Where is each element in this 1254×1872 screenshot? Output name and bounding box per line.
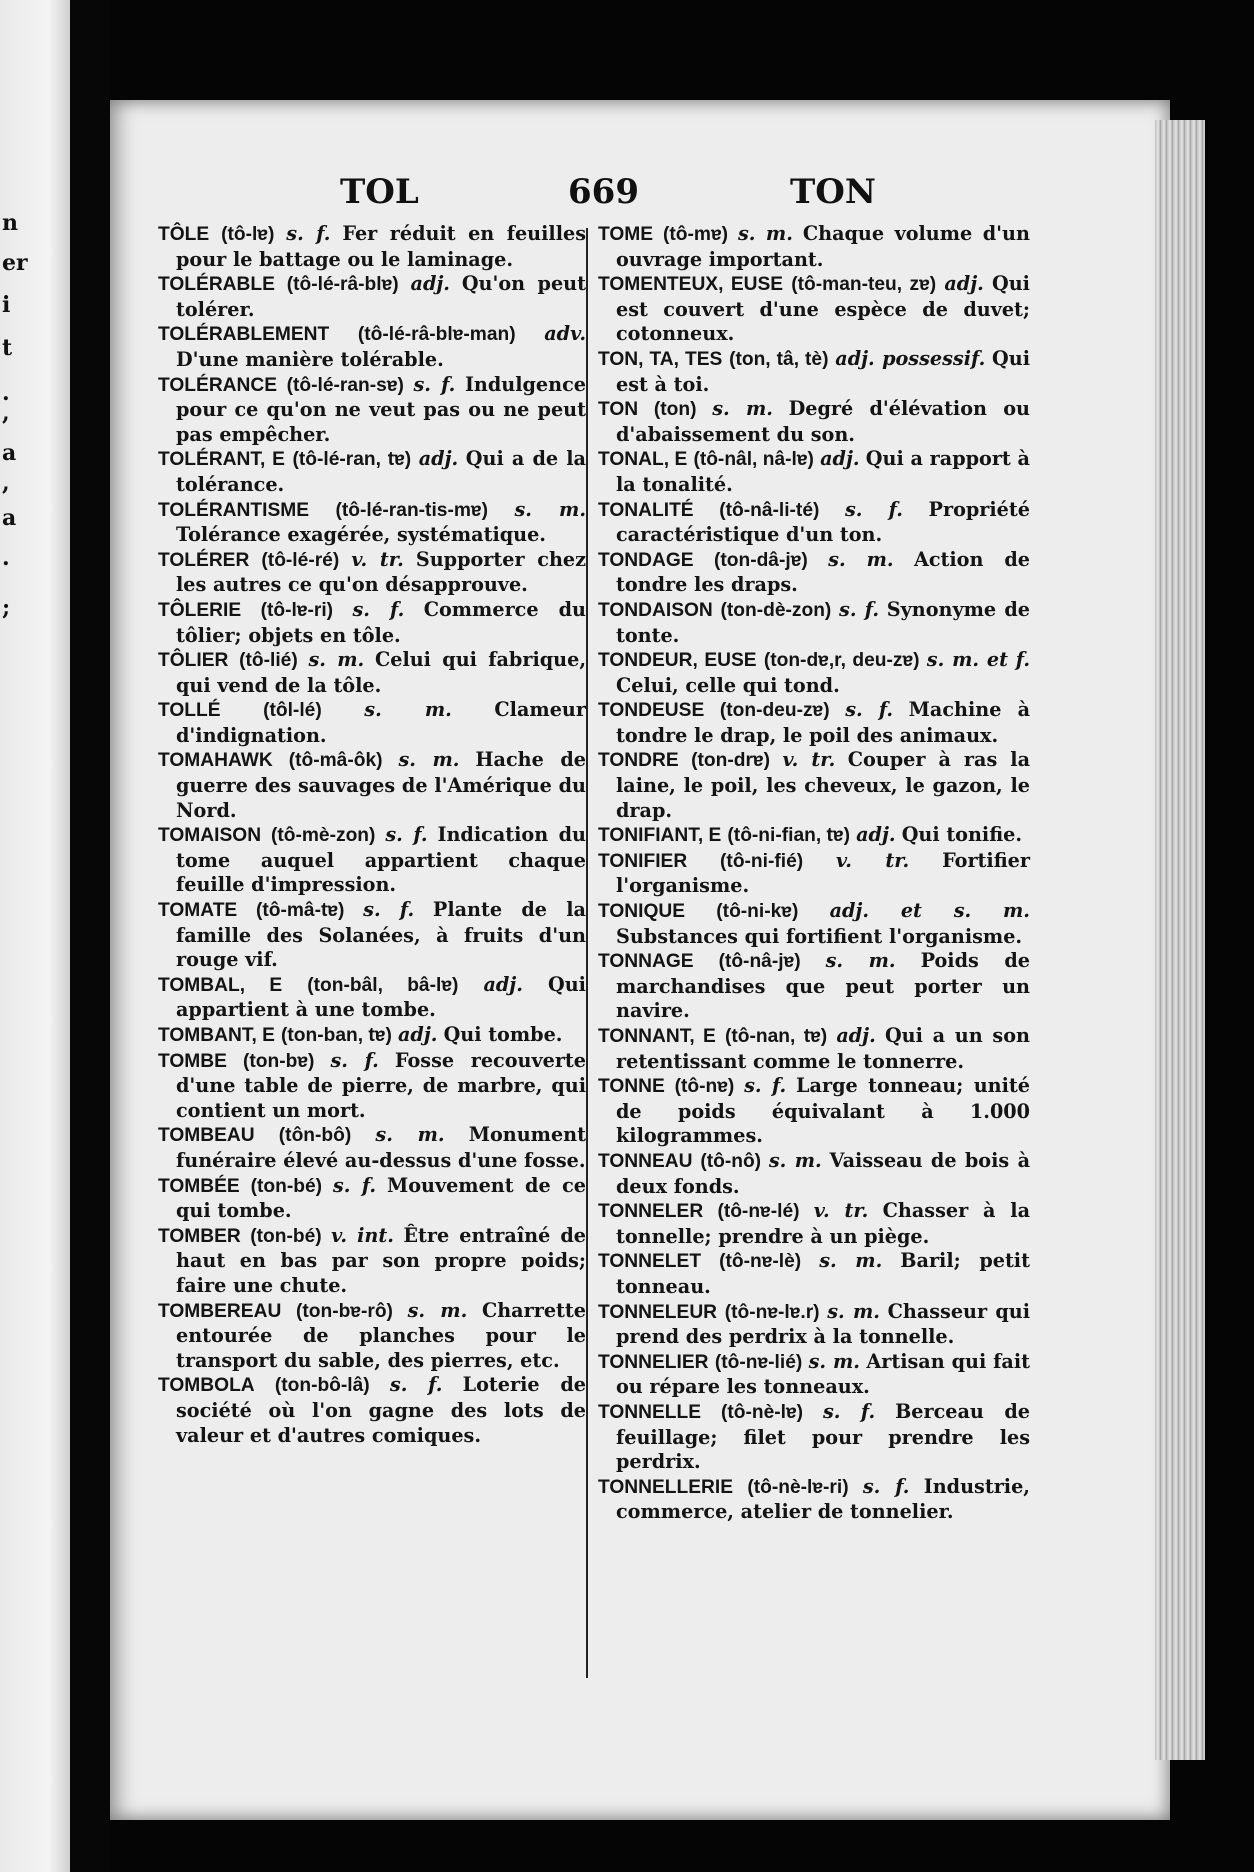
dictionary-entry xyxy=(598,748,1030,823)
entry-definition: Degré d'élévation ou d'abaissement du son. xyxy=(616,397,1030,446)
entry-headword: TONIFIER xyxy=(598,850,688,872)
entry-definition: Chaque volume d'un ouvrage important. xyxy=(616,222,1030,271)
entry-grammar-label: s. m. xyxy=(828,547,894,571)
dictionary-entry xyxy=(598,949,1030,1024)
entry-pronunciation: (tô-mè-zon) xyxy=(270,825,376,847)
dictionary-entry xyxy=(598,222,1030,272)
entry-pronunciation: (tô-lé-râ-blɐ-man) xyxy=(357,324,516,346)
entry-definition: Large tonneau; unité de poids équivalant à 1.000 kilogrammes. xyxy=(616,1074,1030,1148)
entry-pronunciation: (tô-lié) xyxy=(239,650,298,672)
entry-pronunciation: (ton-bô-lâ) xyxy=(274,1375,370,1397)
entry-definition: Machine à tondre le drap, le poil des animaux. xyxy=(616,698,1031,747)
previous-page-fragment: , xyxy=(2,470,10,496)
dictionary-entry xyxy=(158,898,586,973)
entry-definition: Plante de la famille des Solanées, à fruits d'un rouge vif. xyxy=(176,898,586,972)
entry-definition: Action de tondre les draps. xyxy=(616,547,1030,597)
previous-page-fragment: a xyxy=(2,505,17,531)
entry-grammar-label: adj. xyxy=(820,447,860,471)
entry-grammar-label: adj. xyxy=(483,972,523,996)
entry-grammar-label: s. m. xyxy=(712,397,773,421)
entry-headword: TONALITÉ xyxy=(598,499,694,521)
entry-pronunciation: (tô-nâ-li-té) xyxy=(719,499,820,521)
entry-grammar-label: v. tr. xyxy=(782,748,836,772)
entry-definition: Artisan qui fait ou répare les tonneaux. xyxy=(616,1349,1030,1399)
entry-pronunciation: (tô-mâ-ôk) xyxy=(288,750,383,772)
dictionary-entry xyxy=(598,899,1030,949)
entry-pronunciation: (tô-lɐ) xyxy=(221,224,275,245)
entry-grammar-label: s. f. xyxy=(352,597,405,621)
entry-definition: Qui a un son retentissant comme le tonnerre. xyxy=(616,1024,1030,1073)
entry-pronunciation: (tô-nè-lɐ-ri) xyxy=(747,1476,849,1498)
entry-pronunciation: (ton-bé) xyxy=(250,1175,323,1197)
entry-grammar-label: s. m. xyxy=(819,1249,883,1273)
entry-headword: TOLÉRABLE xyxy=(158,274,275,296)
entry-definition: Qui est à toi. xyxy=(616,346,1031,396)
entry-pronunciation: (tô-nɐ-lé) xyxy=(717,1201,800,1223)
previous-page-fragment: t xyxy=(2,335,13,361)
entry-headword: TOMBAL, E xyxy=(158,974,283,996)
entry-grammar-label: s. m. xyxy=(827,1299,880,1323)
entry-headword: TONNELET xyxy=(598,1251,702,1273)
entry-pronunciation: (ton-drɐ) xyxy=(691,750,770,772)
entry-definition: Indication du tome auquel appartient chaque feuille d'impression. xyxy=(176,823,587,897)
entry-headword: TOMBÉE xyxy=(158,1175,240,1197)
entry-headword: TOME xyxy=(598,224,654,245)
entry-headword: TOMBEREAU xyxy=(158,1300,282,1322)
entry-pronunciation: (ton-ban, tɐ) xyxy=(281,1025,392,1046)
entry-headword: TONNELEUR xyxy=(598,1301,718,1323)
entry-pronunciation: (tôn-bô) xyxy=(278,1125,352,1147)
previous-page-fragment: . xyxy=(2,545,10,571)
entry-pronunciation: (tô-mâ-tɐ) xyxy=(255,900,345,922)
entry-pronunciation: (tô-lé-ran, tɐ) xyxy=(292,449,412,471)
entry-definition: Qui est couvert d'une espèce de duvet; cotonneux. xyxy=(616,272,1030,346)
entry-grammar-label: v. tr. xyxy=(351,547,404,571)
dictionary-entry xyxy=(598,598,1030,648)
entry-grammar-label: s. f. xyxy=(413,372,456,396)
dictionary-entry xyxy=(598,648,1030,698)
entry-grammar-label: s. f. xyxy=(822,1399,876,1423)
entry-definition: Clameur d'indignation. xyxy=(176,698,586,747)
entry-grammar-label: s. f. xyxy=(389,1373,443,1397)
entry-grammar-label: adj. xyxy=(856,823,896,847)
entry-definition: Qui tombe. xyxy=(443,1023,563,1046)
entry-grammar-label: s. m. xyxy=(514,497,586,521)
dictionary-entry xyxy=(598,272,1030,347)
entry-pronunciation: (tô-nô) xyxy=(700,1150,762,1172)
dictionary-entry xyxy=(598,1199,1030,1249)
entry-pronunciation: (tôl-lé) xyxy=(263,700,322,722)
dictionary-entry xyxy=(598,1475,1030,1525)
entry-headword: TON xyxy=(598,399,639,421)
entry-grammar-label: s. f. xyxy=(286,222,331,245)
entry-definition: Hache de guerre des sauvages de l'Amérique du Nord. xyxy=(176,748,586,822)
entry-grammar-label: s. f. xyxy=(363,898,415,922)
entry-headword: TÔLIER xyxy=(158,650,229,672)
entry-pronunciation: (tô-nɐ-lié) xyxy=(714,1351,803,1373)
dictionary-entry xyxy=(158,1049,586,1124)
entry-grammar-label: adj. xyxy=(418,447,459,471)
left-column xyxy=(158,222,586,1448)
entry-headword: TOMBER xyxy=(158,1225,241,1247)
entry-pronunciation: (tô-ni-fian, tɐ) xyxy=(727,825,850,847)
entry-grammar-label: adj. possessif. xyxy=(835,346,986,370)
header-right-guide-word: TON xyxy=(790,172,876,212)
entry-headword: TÔLERIE xyxy=(158,599,242,621)
dictionary-entry xyxy=(598,498,1030,548)
book-page-edges xyxy=(1155,120,1205,1760)
previous-page-edge xyxy=(0,0,70,1872)
previous-page-fragment: i xyxy=(2,292,11,318)
entry-definition: Synonyme de tonte. xyxy=(616,597,1030,647)
entry-headword: TOMBEAU xyxy=(158,1125,255,1147)
dictionary-entry xyxy=(158,498,586,548)
entry-pronunciation: (tô-lé-râ-blɐ) xyxy=(286,274,399,296)
dictionary-entry xyxy=(158,1299,586,1374)
dictionary-entry xyxy=(598,1249,1030,1299)
entry-definition: Fer réduit en feuilles pour le battage ou le laminage. xyxy=(176,222,586,271)
entry-pronunciation: (tô-nɐ-lɐ.r) xyxy=(724,1301,820,1323)
entry-definition: Berceau de feuillage; filet pour prendre les perdrix. xyxy=(616,1399,1030,1474)
entry-definition: Chasser à la tonnelle; prendre à un piège. xyxy=(616,1199,1031,1248)
entry-headword: TONDRE xyxy=(598,750,679,772)
entry-definition: Qui appartient à une tombe. xyxy=(176,972,586,1022)
entry-grammar-label: adj. xyxy=(944,272,984,296)
entry-definition: Tolérance exagérée, systématique. xyxy=(176,523,546,547)
dictionary-entry xyxy=(158,698,586,748)
entry-definition: Baril; petit tonneau. xyxy=(616,1249,1030,1298)
entry-definition: Fortifier l'organisme. xyxy=(616,848,1030,898)
entry-headword: TOMBANT, E xyxy=(158,1025,275,1046)
dictionary-entry xyxy=(598,1149,1030,1199)
dictionary-entry xyxy=(158,748,586,823)
entry-grammar-label: adj. xyxy=(410,272,450,296)
entry-definition: Industrie, commerce, atelier de tonnelier. xyxy=(616,1474,1030,1524)
entry-grammar-label: v. tr. xyxy=(813,1199,869,1223)
dictionary-entry xyxy=(598,347,1030,397)
dictionary-entry xyxy=(158,1023,586,1049)
entry-grammar-label: v. tr. xyxy=(836,848,910,872)
entry-definition: Vaisseau de bois à deux fonds. xyxy=(616,1148,1030,1198)
entry-grammar-label: s. f. xyxy=(845,698,894,722)
dictionary-entry xyxy=(158,648,586,698)
entry-grammar-label: s. f. xyxy=(744,1074,787,1098)
entry-headword: TONDAISON xyxy=(598,599,713,621)
entry-definition: D'une manière tolérable. xyxy=(176,347,444,371)
dictionary-entry xyxy=(158,548,586,598)
entry-headword: TONNE xyxy=(598,1076,665,1098)
entry-grammar-label: s. m. xyxy=(825,949,896,973)
entry-grammar-label: s. f. xyxy=(385,823,428,847)
entry-definition: Être entraîné de haut en bas par son propre poids; faire une chute. xyxy=(176,1223,586,1297)
entry-pronunciation: (tô-lé-ran-tis-mɐ) xyxy=(335,499,488,521)
dictionary-entry xyxy=(598,849,1030,899)
entry-definition: Fosse recouverte d'une table de pierre, de marbre, qui contient un mort. xyxy=(176,1048,587,1122)
previous-page-fragment: er xyxy=(2,250,28,276)
entry-pronunciation: (ton-bâl, bâ-lɐ) xyxy=(307,974,459,996)
entry-headword: TONNELIER xyxy=(598,1351,709,1373)
dictionary-entry xyxy=(598,447,1030,497)
entry-definition: Celui qui fabrique, qui vend de la tôle. xyxy=(176,648,586,697)
entry-definition: Charrette entourée de planches pour le transport du sable, des pierres, etc. xyxy=(176,1298,586,1372)
dictionary-entry xyxy=(158,598,586,648)
entry-headword: TOLÉRANT, E xyxy=(158,449,285,471)
entry-headword: TONDEUSE xyxy=(598,700,705,722)
entry-grammar-label: adj. xyxy=(397,1023,438,1046)
entry-grammar-label: s. f. xyxy=(839,597,880,621)
entry-headword: TOMENTEUX, EUSE xyxy=(598,274,784,296)
entry-grammar-label: s. m. xyxy=(808,1349,860,1373)
entry-headword: TONNAGE xyxy=(598,951,694,973)
entry-pronunciation: (tô-lé-ran-sɐ) xyxy=(286,374,404,396)
entry-definition: Poids de marchandises que peut porter un navire. xyxy=(616,949,1030,1023)
entry-pronunciation: (ton-deu-zɐ) xyxy=(719,700,830,722)
header-left-guide-word: TOL xyxy=(340,172,419,212)
entry-pronunciation: (tô-nan, tɐ) xyxy=(724,1026,828,1047)
entry-headword: TONNEAU xyxy=(598,1150,693,1172)
entry-definition: Mouvement de ce qui tombe. xyxy=(176,1173,587,1223)
entry-definition: Qui a de la tolérance. xyxy=(176,447,586,496)
dictionary-entry xyxy=(158,1373,586,1448)
entry-headword: TONIQUE xyxy=(598,901,686,923)
previous-page-fragment: . xyxy=(2,380,10,406)
entry-pronunciation: (tô-nâl, nâ-lɐ) xyxy=(693,449,814,471)
entry-pronunciation: (ton-bé) xyxy=(250,1225,322,1247)
entry-pronunciation: (ton-bɐ) xyxy=(243,1050,315,1072)
entry-grammar-label: adj. xyxy=(836,1024,876,1047)
previous-page-fragment: n xyxy=(2,210,18,236)
entry-grammar-label: s. m. xyxy=(768,1148,822,1172)
entry-pronunciation: (tô-nâ-jɐ) xyxy=(718,951,801,973)
entry-grammar-label: adj. et s. m. xyxy=(829,899,1030,923)
previous-page-fragment: ; xyxy=(2,595,11,621)
entry-headword: TOMBOLA xyxy=(158,1375,255,1397)
entry-grammar-label: s. f. xyxy=(862,1474,910,1498)
entry-headword: TONNANT, E xyxy=(598,1026,716,1047)
entry-pronunciation: (ton-dè-zon) xyxy=(720,599,832,621)
entry-grammar-label: s. f. xyxy=(845,497,903,521)
entry-definition: Indulgence pour ce qu'on ne veut pas ou ne peut pas empêcher. xyxy=(176,372,586,446)
entry-pronunciation: (tô-mɐ) xyxy=(663,224,729,245)
entry-headword: TONDAGE xyxy=(598,549,694,571)
entry-pronunciation: (ton) xyxy=(653,399,697,421)
entry-grammar-label: s. m. xyxy=(398,748,460,772)
entry-definition: Chasseur qui prend des perdrix à la tonnelle. xyxy=(616,1299,1030,1349)
page-number: 669 xyxy=(568,172,639,212)
entry-headword: TONAL, E xyxy=(598,449,688,471)
entry-definition: Qu'on peut tolérer. xyxy=(176,272,586,321)
entry-pronunciation: (tô-lɐ-ri) xyxy=(260,599,334,621)
entry-definition: Supporter chez les autres ce qu'on désapprouve. xyxy=(176,547,586,597)
entry-headword: TOLÉRANCE xyxy=(158,374,278,396)
entry-pronunciation: (tô-nɐ-lè) xyxy=(719,1251,802,1273)
entry-grammar-label: s. m. xyxy=(308,648,365,672)
entry-grammar-label: s. m. xyxy=(737,222,793,245)
entry-definition: Qui a rapport à la tonalité. xyxy=(616,447,1030,496)
entry-pronunciation: (tô-ni-fié) xyxy=(720,850,804,872)
entry-definition: Celui, celle qui tond. xyxy=(616,673,840,697)
dictionary-entry xyxy=(158,973,586,1023)
entry-headword: TON, TA, TES xyxy=(598,348,723,370)
entry-grammar-label: v. int. xyxy=(331,1223,394,1247)
previous-page-fragment: a xyxy=(2,440,17,466)
dictionary-entry xyxy=(158,373,586,448)
dictionary-entry xyxy=(598,1074,1030,1149)
entry-headword: TONDEUR, EUSE xyxy=(598,650,757,672)
entry-definition: Loterie de société où l'on gagne des lots de valeur et d'autres comiques. xyxy=(176,1373,586,1447)
entry-headword: TOMBE xyxy=(158,1050,227,1072)
entry-pronunciation: (ton-bɐ-rô) xyxy=(295,1300,393,1322)
entry-pronunciation: (ton, tâ, tè) xyxy=(729,348,829,370)
entry-headword: TOLÉRER xyxy=(158,549,250,571)
entry-headword: TONNELLERIE xyxy=(598,1476,734,1498)
entry-grammar-label: s. m. xyxy=(364,698,452,722)
entry-headword: TOLÉRABLEMENT xyxy=(158,324,330,346)
entry-pronunciation: (tô-nɐ) xyxy=(674,1076,735,1098)
entry-definition: Substances qui fortifient l'organisme. xyxy=(616,924,1023,948)
entry-grammar-label: adv. xyxy=(544,322,586,346)
entry-grammar-label: s. m. xyxy=(375,1123,445,1147)
entry-pronunciation: (ton-dɐ,r, deu-zɐ) xyxy=(763,650,920,672)
entry-pronunciation: (ton-dâ-jɐ) xyxy=(713,549,808,571)
entry-grammar-label: s. m. xyxy=(407,1298,468,1322)
dictionary-entry xyxy=(158,1174,586,1224)
previous-page-fragment: , xyxy=(2,400,10,426)
entry-headword: TOMAISON xyxy=(158,825,262,847)
entry-headword: TOMATE xyxy=(158,900,238,922)
dictionary-entry xyxy=(158,222,586,272)
dictionary-entry xyxy=(158,823,586,898)
entry-pronunciation: (tô-ni-kɐ) xyxy=(716,901,799,923)
entry-definition: Propriété caractéristique d'un ton. xyxy=(616,497,1030,547)
entry-definition: Qui tonifie. xyxy=(901,823,1023,847)
dictionary-entry xyxy=(598,1300,1030,1350)
entry-headword: TOMAHAWK xyxy=(158,750,273,772)
dictionary-entry xyxy=(598,1350,1030,1400)
column-divider xyxy=(586,228,588,1678)
entry-definition: Commerce du tôlier; objets en tôle. xyxy=(176,597,586,647)
dictionary-entry xyxy=(598,397,1030,447)
entry-grammar-label: s. f. xyxy=(330,1048,379,1072)
entry-definition: Couper à ras la laine, le poil, les cheveux, le gazon, le drap. xyxy=(616,748,1031,822)
entry-headword: TONNELLE xyxy=(598,1401,702,1423)
dictionary-entry xyxy=(158,272,586,322)
entry-headword: TOLÉRANTISME xyxy=(158,499,310,521)
entry-headword: TÔLE xyxy=(158,224,210,245)
dictionary-entry xyxy=(598,1400,1030,1475)
dictionary-entry xyxy=(158,447,586,497)
dictionary-entry xyxy=(598,548,1030,598)
dictionary-entry xyxy=(598,698,1030,748)
dictionary-entry xyxy=(598,823,1030,849)
entry-pronunciation: (tô-nè-lɐ) xyxy=(720,1401,804,1423)
entry-pronunciation: (tô-lé-ré) xyxy=(261,549,340,571)
dictionary-entry xyxy=(158,1224,586,1299)
entry-headword: TOLLÉ xyxy=(158,700,221,722)
entry-grammar-label: s. f. xyxy=(332,1173,377,1197)
page-header xyxy=(110,172,1170,222)
entry-headword: TONIFIANT, E xyxy=(598,825,722,847)
entry-pronunciation: (tô-man-teu, zɐ) xyxy=(791,274,937,296)
dictionary-entry xyxy=(598,1024,1030,1074)
right-column xyxy=(598,222,1030,1525)
entry-grammar-label: s. m. et f. xyxy=(926,648,1031,672)
dictionary-entry xyxy=(158,1123,586,1173)
entry-definition: Monument funéraire élevé au-dessus d'une fosse. xyxy=(176,1123,586,1172)
dictionary-entry xyxy=(158,322,586,372)
entry-headword: TONNELER xyxy=(598,1201,704,1223)
book-gutter-left xyxy=(70,0,110,1872)
